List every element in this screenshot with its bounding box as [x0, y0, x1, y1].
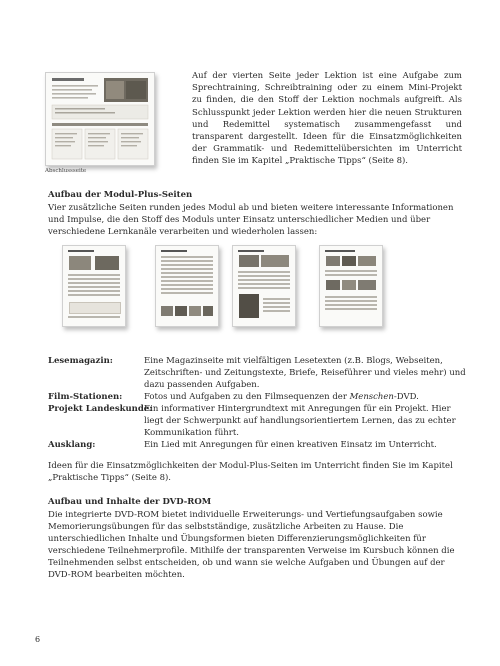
ausklang-thumbnail	[319, 245, 383, 327]
definition-row-lesemagazin	[48, 355, 468, 391]
term-lesemagazin: Lesemagazin:	[48, 356, 113, 366]
film-stationen-text-emphasis: Menschen	[349, 392, 394, 402]
definition-row-projekt-landeskunde	[48, 403, 468, 439]
film-stationen-thumbnail	[155, 245, 219, 327]
modul-plus-thumbnails	[62, 245, 462, 335]
film-stationen-text-pre: Fotos und Aufgaben zu den Filmsequenzen der	[144, 392, 350, 402]
term-ausklang: Ausklang:	[48, 440, 96, 450]
modul-plus-intro: Vier zusätzliche Seiten runden jedes Modul ab und bieten weitere interessante Informationen und Impulse, die den Stoff des Moduls unter Einsatz unterschiedlicher Medien und über verschiedene Lernkanäle verarbeiten und wiederholen lassen:	[48, 203, 454, 237]
lesemagazin-thumbnail	[62, 245, 126, 327]
term-film-stationen: Film-Stationen:	[48, 392, 123, 402]
abschlussseite-thumbnail	[45, 72, 155, 166]
page-number: 6	[35, 635, 41, 644]
dvd-rom-paragraph: Die integrierte DVD-ROM bietet individuelle Erweiterungs- und Vertiefungsaufgaben sowie Memorierungsübungen für das selbstständige, zusätzliche Arbeiten zu Hause. Die unterschiedlichen Inhalte und Übungsformen bieten Differenzierungsmöglichkeiten für verschiedene Teilnehmerprofile. Mithilfe der transparenten Verweise im Kursbuch können die Teilnehmenden selbst entscheiden, ob und wann sie welche Aufgaben und Übungen auf der DVD-ROM bearbeiten möchten.	[48, 510, 455, 580]
thumbnail-caption: Abschlussseite	[45, 168, 87, 174]
abschlussseite-thumbnail-drawing	[46, 73, 154, 165]
dvd-rom-heading: Aufbau und Inhalte der DVD-ROM	[48, 497, 212, 507]
modul-plus-outro: Ideen für die Einsatzmöglichkeiten der Modul-Plus-Seiten im Unterricht finden Sie im Kapitel „Praktische Tipps“ (Seite 8).	[48, 461, 453, 483]
definition-ausklang: Ein Lied mit Anregungen für einen kreativen Einsatz im Unterricht.	[144, 440, 437, 450]
definition-row-film-stationen	[48, 391, 468, 403]
definition-projekt-landeskunde: Ein informativer Hintergrundtext mit Anregungen für ein Projekt. Hier liegt der Schwerpunkt auf handlungsorientiertem Lernen, das zu echter Kommunikation führt.	[144, 404, 456, 438]
definition-row-ausklang	[48, 439, 468, 451]
definition-film-stationen	[144, 391, 468, 403]
modul-plus-heading: Aufbau der Modul-Plus-Seiten	[48, 190, 193, 200]
film-stationen-text-post: -DVD.	[393, 392, 419, 402]
term-projekt-landeskunde: Projekt Landeskunde:	[48, 404, 153, 414]
modul-plus-definition-list	[48, 355, 468, 451]
projekt-landeskunde-thumbnail	[232, 245, 296, 327]
intro-paragraph: Auf der vierten Seite jeder Lektion ist eine Aufgabe zum Sprechtraining, Schreibtraining oder zu einem Mini-Projekt zu finden, die den Stoff der Lektion nochmals aufgreift. Als Schlusspunkt jeder Lektion werden hier die neuen Strukturen und Redemittel systematisch zusammengefasst und transparent dargestellt. Ideen für die Einsatzmöglichkeiten der Grammatik- und Redemittelübersichten im Unterricht finden Sie im Kapitel „Praktische Tipps“ (Seite 8).	[192, 71, 462, 167]
definition-lesemagazin: Eine Magazinseite mit vielfältigen Lesetexten (z.B. Blogs, Webseiten, Zeitschriften- und Zeitungstexte, Briefe, Reiseführer und vieles mehr) und dazu passenden Aufgaben.	[144, 356, 466, 390]
